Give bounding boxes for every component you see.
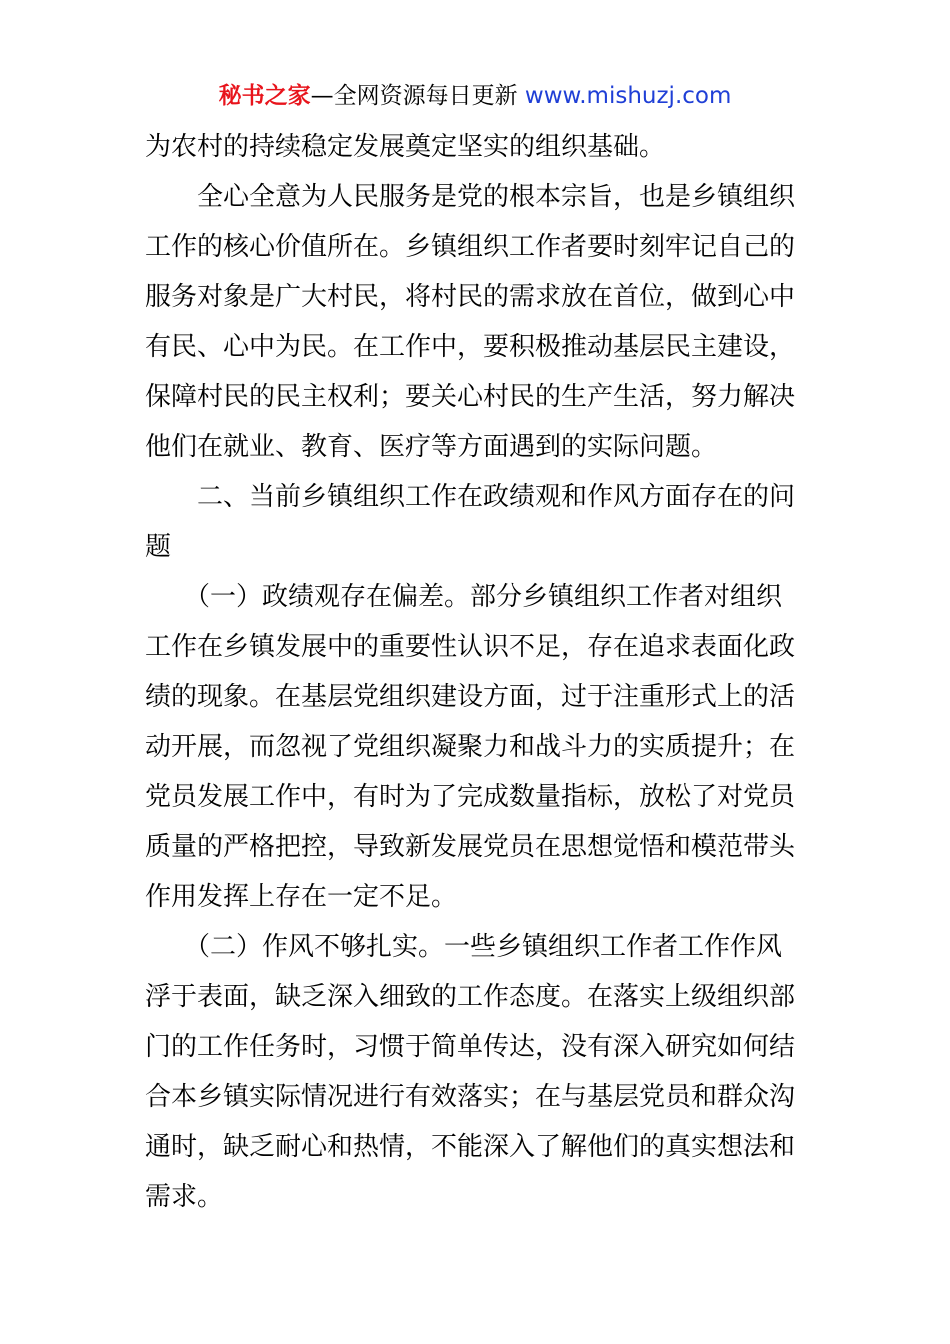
header-brand: 秘书之家	[218, 83, 311, 109]
text-line: 工作的核心价值所在。乡镇组织工作者要时刻牢记自己的	[145, 232, 796, 262]
text-line: 全心全意为人民服务是党的根本宗旨，也是乡镇组织	[145, 182, 796, 212]
section-heading-line: 二、当前乡镇组织工作在政绩观和作风方面存在的问	[145, 482, 796, 512]
text-line: 工作在乡镇发展中的重要性认识不足，存在追求表面化政	[145, 632, 796, 662]
text-line: 质量的严格把控，导致新发展党员在思想觉悟和模范带头	[145, 832, 796, 862]
text-line: 作用发挥上存在一定不足。	[145, 882, 458, 912]
text-line: 保障村民的民主权利；要关心村民的生产生活，努力解决	[145, 382, 796, 412]
header-tagline: —全网资源每日更新	[310, 83, 518, 109]
text-line: 绩的现象。在基层党组织建设方面，过于注重形式上的活	[145, 682, 796, 712]
text-line: 需求。	[145, 1182, 224, 1212]
text-line: 浮于表面，缺乏深入细致的工作态度。在落实上级组织部	[145, 982, 796, 1012]
text-line: 通时，缺乏耐心和热情，不能深入了解他们的真实想法和	[145, 1132, 796, 1162]
text-line: 服务对象是广大村民，将村民的需求放在首位，做到心中	[145, 282, 796, 312]
document-body	[145, 122, 810, 1222]
text-line: 为农村的持续稳定发展奠定坚实的组织基础。	[145, 132, 666, 162]
page-header	[0, 80, 950, 112]
text-line: 合本乡镇实际情况进行有效落实；在与基层党员和群众沟	[145, 1082, 796, 1112]
text-line: （二）作风不够扎实。一些乡镇组织工作者工作作风	[145, 932, 783, 962]
text-line: 动开展，而忽视了党组织凝聚力和战斗力的实质提升；在	[145, 732, 796, 762]
section-heading-line: 题	[145, 532, 172, 562]
text-line: 门的工作任务时，习惯于简单传达，没有深入研究如何结	[145, 1032, 796, 1062]
text-line: 有民、心中为民。在工作中，要积极推动基层民主建设，	[145, 332, 796, 362]
text-line: （一）政绩观存在偏差。部分乡镇组织工作者对组织	[145, 582, 783, 612]
text-line: 党员发展工作中，有时为了完成数量指标，放松了对党员	[145, 782, 796, 812]
header-url[interactable]: www.mishuzj.com	[524, 83, 732, 109]
text-line: 他们在就业、教育、医疗等方面遇到的实际问题。	[145, 432, 718, 462]
